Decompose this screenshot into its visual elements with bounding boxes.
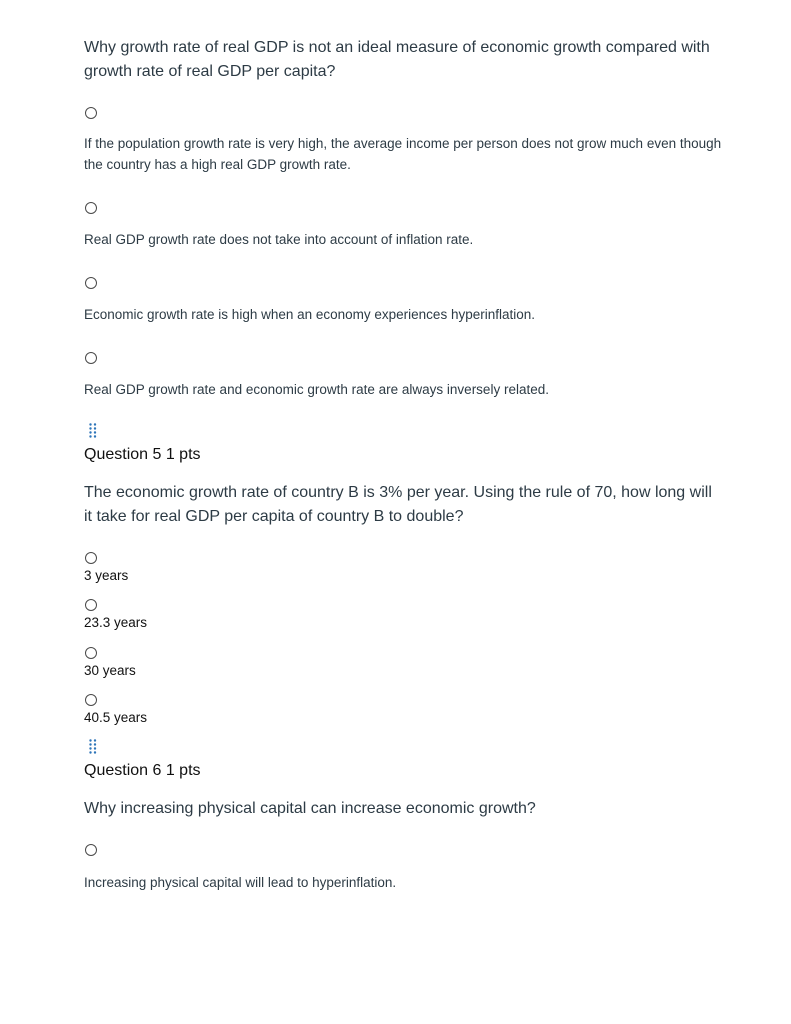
- question-5-heading: Question 5 1 pts: [84, 446, 201, 463]
- q6-option-1-label: Increasing physical capital will lead to hyperinflation.: [84, 875, 397, 890]
- q4-option-1-radio[interactable]: [85, 107, 97, 119]
- question-6-text: Why increasing physical capital can increase economic growth?: [84, 800, 536, 817]
- drag-handle-icon[interactable]: [89, 739, 97, 755]
- q4-option-2-radio[interactable]: [85, 202, 97, 214]
- q5-option-2-label: 23.3 years: [84, 615, 148, 630]
- q4-option-1-label: If the population growth rate is very high, the average income per person does not grow much even though the country has a high real GDP growth rate.: [84, 136, 722, 172]
- q4-option-4-radio[interactable]: [85, 352, 97, 364]
- question-5-text: The economic growth rate of country B is 3% per year. Using the rule of 70, how long will it take for real GDP per capita of country B to double?: [84, 484, 712, 525]
- q4-option-2-label: Real GDP growth rate does not take into account of inflation rate.: [84, 232, 474, 247]
- q5-option-1-label: 3 years: [84, 568, 129, 583]
- q4-option-4-label: Real GDP growth rate and economic growth rate are always inversely related.: [84, 382, 549, 397]
- drag-handle-icon[interactable]: [89, 423, 97, 439]
- q5-option-3-label: 30 years: [84, 663, 136, 678]
- q4-option-3-label: Economic growth rate is high when an economy experiences hyperinflation.: [84, 307, 535, 322]
- q5-option-4-radio[interactable]: [85, 694, 97, 706]
- q6-option-1-radio[interactable]: [85, 844, 97, 856]
- q4-option-3-radio[interactable]: [85, 277, 97, 289]
- q5-option-4-label: 40.5 years: [84, 710, 148, 725]
- q5-option-1-radio[interactable]: [85, 552, 97, 564]
- question-6-heading: Question 6 1 pts: [84, 762, 201, 779]
- q5-option-3-radio[interactable]: [85, 647, 97, 659]
- question-4-text: Why growth rate of real GDP is not an ideal measure of economic growth compared with growth rate of real GDP per capita?: [84, 39, 710, 80]
- q5-option-2-radio[interactable]: [85, 599, 97, 611]
